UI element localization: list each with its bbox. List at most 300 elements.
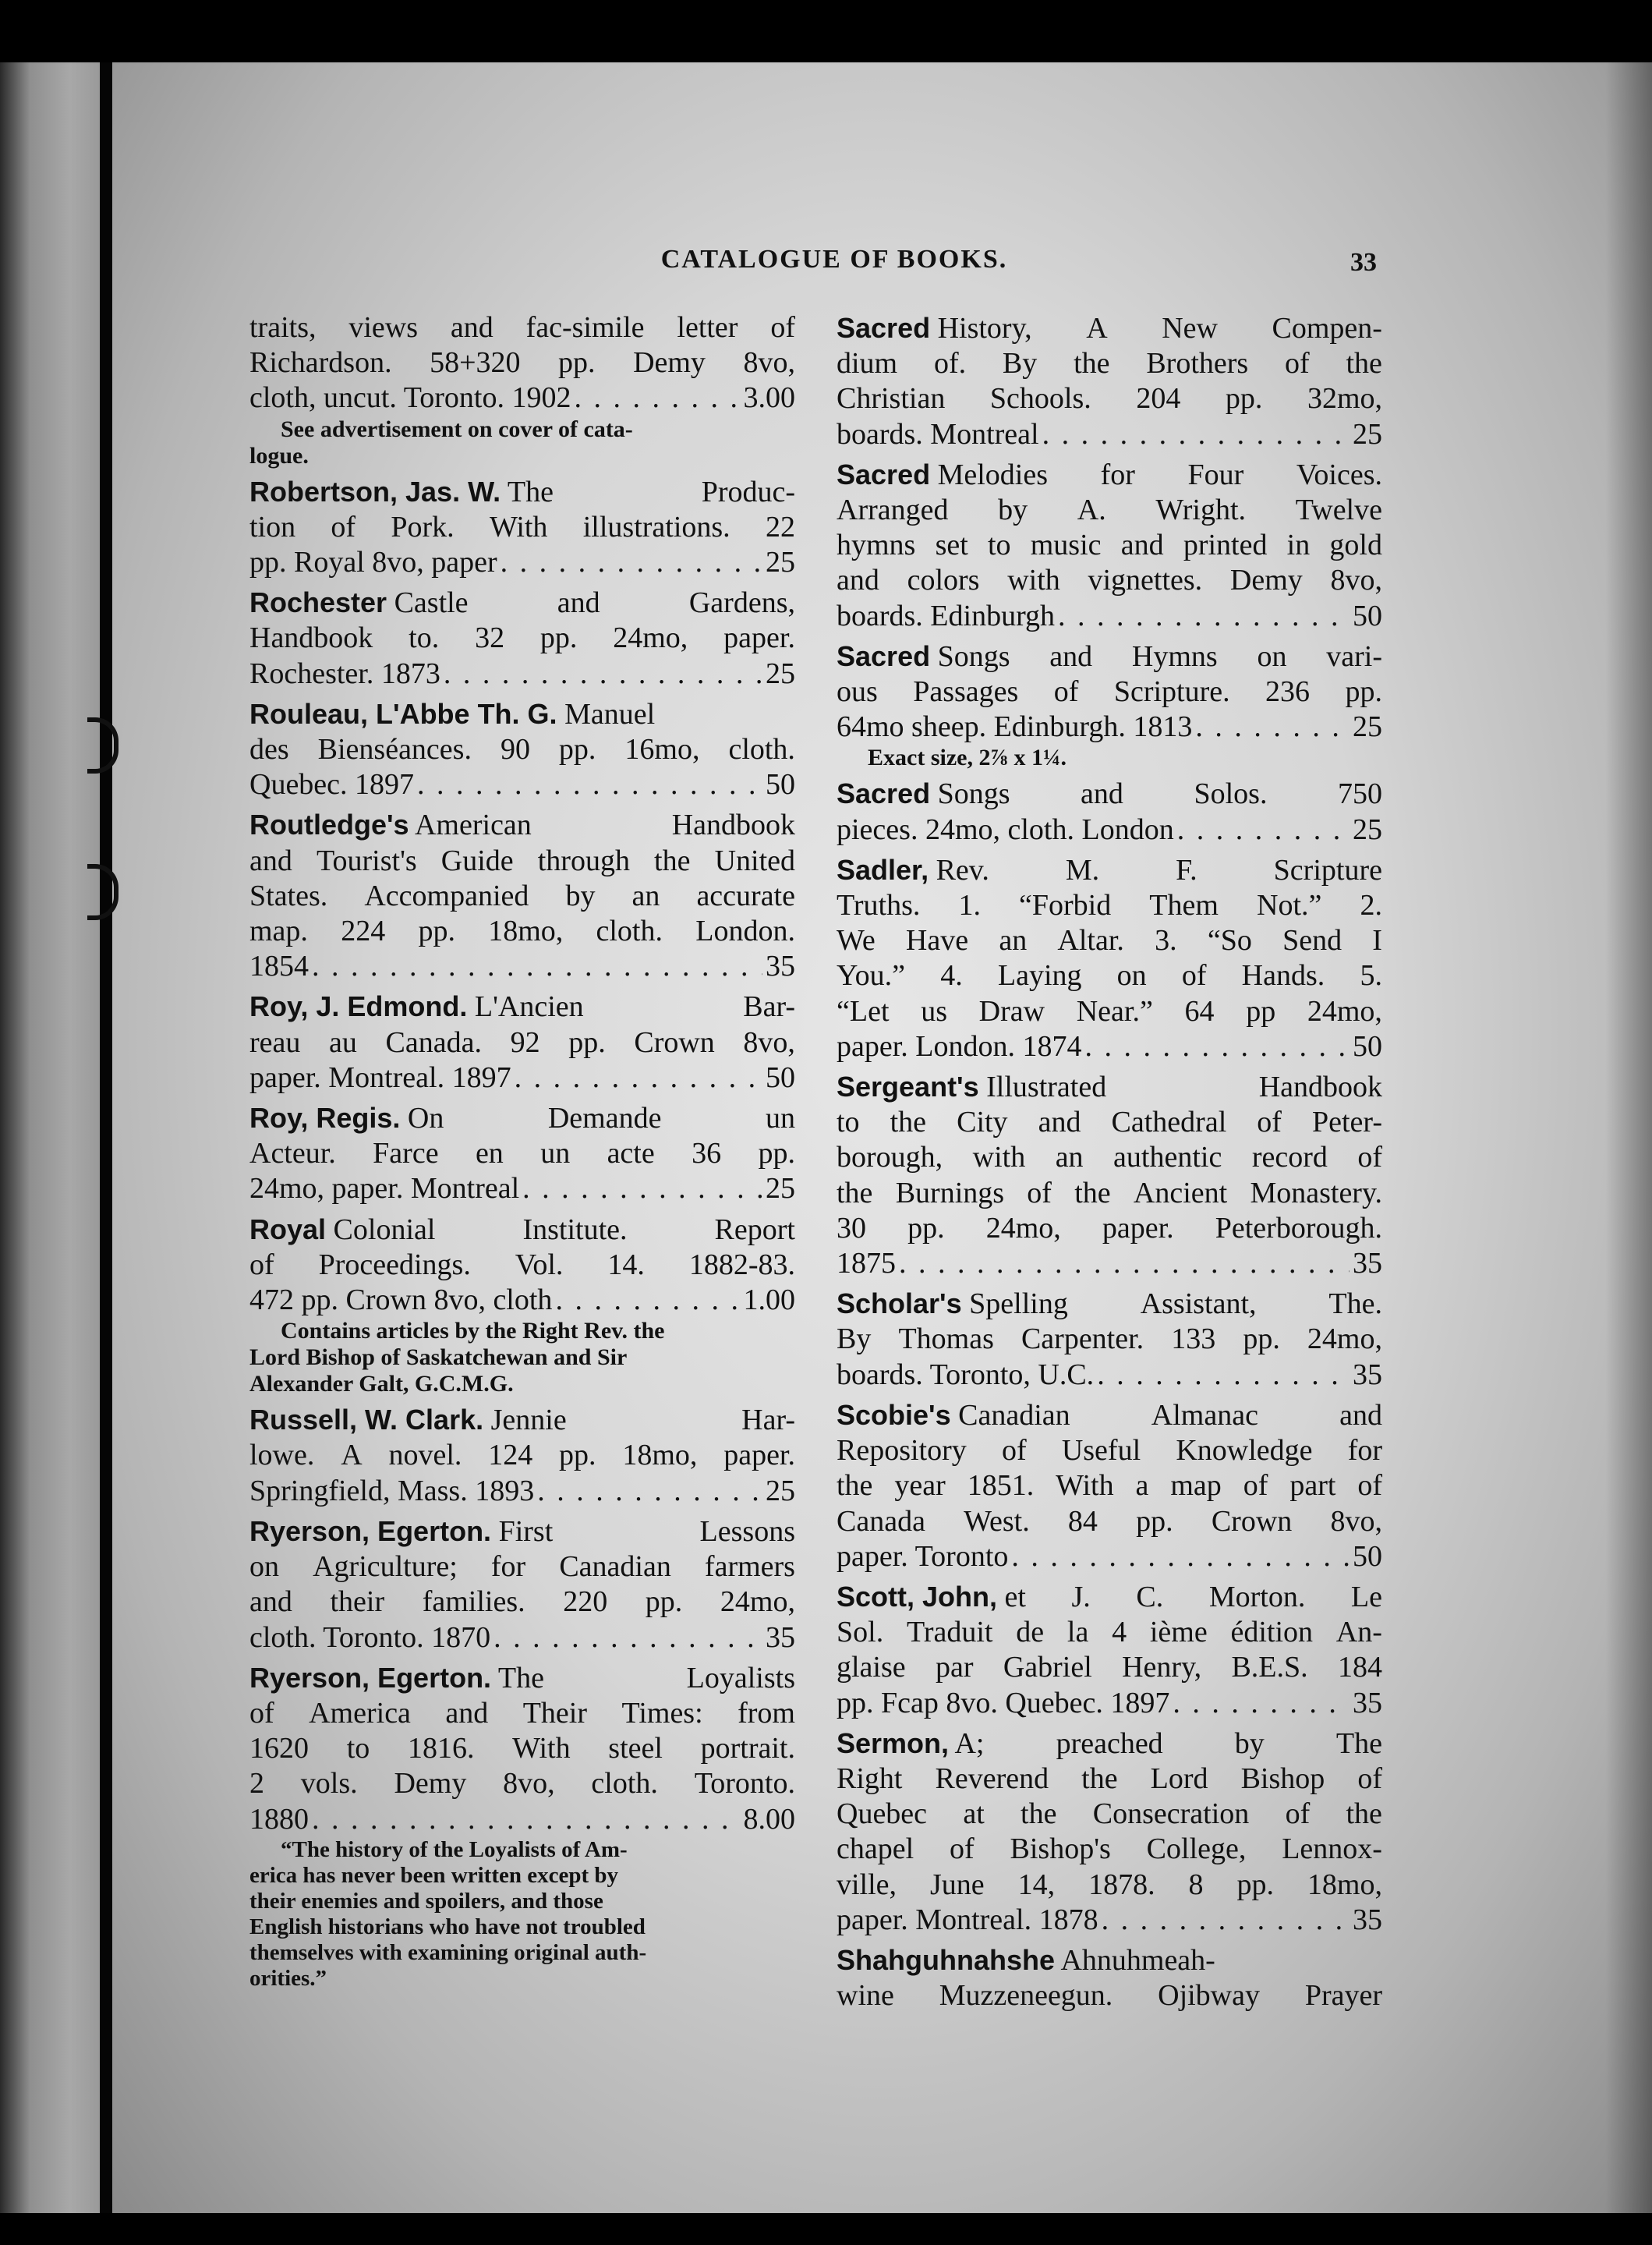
catalogue-entry xyxy=(837,639,1382,772)
entry-word: American xyxy=(414,809,532,842)
entry-word: of xyxy=(770,311,795,344)
entry-line xyxy=(249,1731,795,1766)
entry-word: 1620 xyxy=(249,1732,309,1765)
entry-line xyxy=(249,545,795,580)
entry-word: 24mo, xyxy=(1307,1323,1382,1356)
entry-word: Have xyxy=(905,924,969,958)
entry-word: 8vo, xyxy=(503,1767,555,1801)
entry-word: 133 xyxy=(1171,1323,1216,1356)
entry-price: 25 xyxy=(766,1474,795,1507)
entry-heading: Rochester xyxy=(249,586,387,619)
entry-word: letter xyxy=(677,311,738,344)
entry-word: 184 xyxy=(1337,1651,1382,1684)
entry-word: paper. xyxy=(1102,1211,1174,1245)
entry-text: pieces. 24mo, cloth. London xyxy=(837,813,1174,846)
entry-word: Consecration xyxy=(1092,1797,1250,1831)
line-start xyxy=(837,1579,1026,1615)
entry-word: ville, xyxy=(837,1868,897,1901)
entry-word: By xyxy=(1002,347,1038,381)
entry-text: 1854 xyxy=(249,950,309,983)
entry-word: Scripture. xyxy=(1113,675,1230,709)
dot-leader xyxy=(1177,813,1350,848)
entry-word: cloth. xyxy=(596,915,663,948)
entry-line xyxy=(249,1474,795,1509)
entry-heading: Russell, W. Clark. xyxy=(249,1404,484,1436)
entry-word: hymns xyxy=(837,529,916,562)
entry-word: édition xyxy=(1230,1616,1314,1649)
entry-word: for xyxy=(1100,458,1135,491)
entry-word: 8vo, xyxy=(1330,1504,1382,1538)
entry-word: Handbook xyxy=(249,621,373,655)
entry-word: lowe. xyxy=(249,1439,315,1472)
entry-word: Voices. xyxy=(1296,458,1382,491)
entry-word: Songs xyxy=(937,777,1010,811)
entry-word: through xyxy=(537,844,630,877)
entry-word: The. xyxy=(1328,1287,1382,1321)
entry-word: An- xyxy=(1335,1616,1382,1649)
entry-line xyxy=(837,1176,1382,1211)
entry-word: Gabriel xyxy=(1003,1651,1092,1684)
entry-word: and xyxy=(249,844,292,877)
entry-word: of xyxy=(1027,1176,1052,1209)
entry-line xyxy=(837,1726,1382,1762)
entry-word: to xyxy=(837,1106,860,1139)
entry-word: 18mo, xyxy=(622,1439,698,1472)
entry-word: Demy xyxy=(1229,564,1303,597)
entry-word: on xyxy=(249,1550,279,1584)
entry-line xyxy=(837,1797,1382,1832)
line-start xyxy=(837,1286,1068,1322)
entry-line xyxy=(249,844,795,879)
entry-price: 25 xyxy=(1353,710,1382,744)
entry-word: un xyxy=(540,1137,571,1170)
entry-line xyxy=(837,381,1382,416)
entry-word: the xyxy=(1346,1797,1382,1831)
entry-word: and xyxy=(1038,1106,1081,1139)
entry-line xyxy=(249,1248,795,1283)
entry-word: Tourist's xyxy=(316,844,417,877)
entry-word: Ancient xyxy=(1133,1176,1228,1209)
entry-word: Loyalists xyxy=(686,1661,795,1694)
entry-word: 8vo, xyxy=(1330,564,1382,597)
entry-word: I xyxy=(1372,924,1382,958)
entry-line xyxy=(249,989,795,1025)
entry-word: Draw xyxy=(978,994,1045,1028)
line-start xyxy=(249,1402,567,1438)
entry-word: dium xyxy=(837,347,898,381)
line-start xyxy=(249,474,554,510)
entry-heading: Shahguhnahshe xyxy=(837,1943,1056,1976)
entry-word: pp. xyxy=(539,621,578,655)
entry-word: of xyxy=(1257,1106,1282,1139)
entry-word: Send xyxy=(1282,924,1342,958)
entry-word: Useful xyxy=(1061,1434,1141,1468)
dot-leader xyxy=(1085,1029,1350,1064)
entry-word: illustrations. xyxy=(582,510,730,544)
entry-heading: Sergeant's xyxy=(837,1071,979,1103)
dot-leader xyxy=(899,1246,1350,1281)
entry-word: an xyxy=(631,879,660,912)
entry-word: paper. xyxy=(723,621,795,655)
entry-word: Institute. xyxy=(522,1213,628,1246)
catalogue-entry xyxy=(249,310,795,469)
entry-price: 50 xyxy=(1353,599,1382,632)
entry-word: of xyxy=(950,1832,975,1866)
entry-word: tion xyxy=(249,510,296,544)
entry-word: ième xyxy=(1149,1616,1208,1649)
entry-line xyxy=(837,1615,1382,1650)
line-start xyxy=(249,807,532,843)
entry-word: on xyxy=(1116,959,1147,993)
entry-word: pp. xyxy=(558,733,596,767)
entry-word: Melodies xyxy=(937,458,1049,491)
entry-line xyxy=(837,1468,1382,1503)
entry-word: printed xyxy=(1183,529,1268,562)
dot-leader xyxy=(1097,1358,1350,1393)
dot-leader xyxy=(1011,1539,1350,1574)
entry-word: Lessons xyxy=(699,1514,795,1548)
entry-word: steel xyxy=(608,1732,663,1765)
entry-text: 472 pp. Crown 8vo, cloth xyxy=(249,1284,553,1317)
entry-line xyxy=(837,1322,1382,1357)
entry-price: 35 xyxy=(766,950,795,983)
entry-word: reau xyxy=(249,1025,301,1059)
entry-word: novel. xyxy=(388,1439,462,1472)
entry-word: Hands. xyxy=(1241,959,1325,993)
entry-word: Traduit xyxy=(906,1616,993,1649)
entry-word: for xyxy=(490,1550,526,1584)
entry-word: map xyxy=(1170,1469,1222,1503)
entry-word: Lennox- xyxy=(1282,1832,1382,1866)
entry-line xyxy=(249,732,795,767)
entry-word: Right xyxy=(837,1762,903,1795)
entry-line xyxy=(249,1696,795,1731)
line-start xyxy=(249,696,655,732)
entry-heading: Rouleau, L'Abbe Th. G. xyxy=(249,697,557,730)
entry-word: 750 xyxy=(1338,777,1382,811)
entry-word: with xyxy=(972,1141,1026,1174)
entry-word: la xyxy=(1067,1616,1089,1649)
entry-quote: “The history of the Loyalists of Am- xyxy=(281,1836,628,1862)
entry-line xyxy=(249,879,795,914)
entry-word: Bar- xyxy=(743,990,795,1024)
entry-word: and xyxy=(557,586,600,620)
entry-heading: Sacred xyxy=(837,312,931,344)
entry-word: and xyxy=(445,1696,489,1730)
entry-word: the xyxy=(654,844,691,877)
catalogue-entry xyxy=(837,1726,1382,1938)
entry-word: Almanac xyxy=(1151,1398,1258,1432)
entry-word: of xyxy=(331,510,356,544)
entry-line xyxy=(249,310,795,345)
entry-text: 24mo, paper. Montreal xyxy=(249,1172,520,1206)
entry-word: Monastery. xyxy=(1250,1176,1382,1209)
entry-quote: English historians who have not troubled xyxy=(249,1914,646,1939)
entry-word: their xyxy=(330,1585,385,1619)
entry-word: Canada xyxy=(837,1504,925,1538)
entry-text: boards. Montreal xyxy=(837,417,1039,451)
entry-word: Repository xyxy=(837,1434,967,1468)
entry-word: pp. xyxy=(559,1439,596,1472)
entry-word: Henry, xyxy=(1122,1651,1202,1684)
catalogue-entry xyxy=(249,1212,795,1398)
catalogue-entry xyxy=(837,1069,1382,1281)
entry-quote: erica has never been written except by xyxy=(249,1862,619,1888)
entry-word: Demy xyxy=(633,346,706,380)
entry-word: C. xyxy=(1136,1580,1164,1613)
entry-word: and xyxy=(1339,1398,1382,1432)
entry-word: 8 xyxy=(1188,1868,1204,1901)
entry-word: Solos. xyxy=(1194,777,1268,811)
entry-word: the xyxy=(890,1106,927,1139)
line-start xyxy=(249,585,469,621)
entry-word: The xyxy=(1335,1726,1382,1760)
entry-line xyxy=(837,675,1382,710)
running-head: CATALOGUE OF BOOKS. xyxy=(660,245,1008,274)
entry-text: pp. Fcap 8vo. Quebec. 1897 xyxy=(837,1686,1170,1719)
entry-line xyxy=(837,493,1382,528)
entry-line xyxy=(249,1549,795,1585)
entry-word: for xyxy=(1347,1434,1382,1468)
entry-word: des xyxy=(249,733,289,767)
entry-word: 1882-83. xyxy=(688,1248,795,1281)
entry-price: 50 xyxy=(766,1061,795,1094)
entry-line xyxy=(249,1514,795,1549)
entry-line xyxy=(837,528,1382,563)
entry-line xyxy=(837,1069,1382,1105)
line-start xyxy=(837,1942,1215,1978)
entry-line xyxy=(249,345,795,381)
line-start xyxy=(249,1212,435,1248)
entry-line xyxy=(837,1140,1382,1175)
entry-heading: Sacred xyxy=(837,777,931,810)
entry-word: “So xyxy=(1207,924,1252,958)
entry-word: views xyxy=(348,311,418,344)
entry-word: chapel xyxy=(837,1832,914,1866)
entry-word: Their xyxy=(522,1696,587,1730)
entry-word: au xyxy=(329,1025,357,1059)
entry-word: 84 xyxy=(1067,1504,1098,1538)
catalogue-entry xyxy=(249,585,795,692)
entry-word: 24mo, xyxy=(985,1211,1061,1245)
entry-word: music xyxy=(1030,529,1102,562)
entry-word: en xyxy=(475,1137,504,1170)
entry-word: 36 xyxy=(692,1137,722,1170)
entry-text: Rochester. 1873 xyxy=(249,657,440,690)
entry-word: Manuel xyxy=(564,697,656,731)
entry-price: 25 xyxy=(766,1172,795,1206)
entry-word: Colonial xyxy=(333,1213,436,1246)
entry-word: pp. xyxy=(558,346,596,380)
entry-word: borough, xyxy=(837,1141,943,1174)
entry-line xyxy=(249,1171,795,1206)
entry-word: Accompanied xyxy=(364,879,529,912)
entry-word: Arranged xyxy=(837,494,949,527)
entry-word: 204 xyxy=(1136,382,1181,416)
entry-word: in xyxy=(1286,529,1311,562)
entry-word: with xyxy=(1007,564,1060,597)
entry-word: gold xyxy=(1329,529,1382,562)
entry-word: pp. xyxy=(568,1025,606,1059)
entry-word: 236 xyxy=(1265,675,1311,709)
entry-word: 1851. xyxy=(967,1469,1035,1503)
entry-line xyxy=(837,346,1382,381)
entry-word: By xyxy=(837,1323,872,1356)
entry-word: Muzzeneegun. xyxy=(939,1979,1113,2013)
entry-word: “Forbid xyxy=(1019,889,1112,922)
entry-word: Hymns xyxy=(1131,639,1218,673)
entry-word: year xyxy=(894,1469,946,1503)
entry-line xyxy=(249,1402,795,1438)
entry-text: paper. Toronto xyxy=(837,1539,1009,1573)
entry-word: accurate xyxy=(696,879,795,912)
entry-price: 25 xyxy=(1353,417,1382,451)
entry-word: Acteur. xyxy=(249,1137,336,1170)
entry-word: Peterborough. xyxy=(1215,1211,1382,1245)
entry-word: an xyxy=(999,924,1028,958)
entry-word: Not.” xyxy=(1257,889,1322,922)
entry-heading: Royal xyxy=(249,1213,327,1245)
entry-line xyxy=(249,1283,795,1318)
entry-word: A; xyxy=(954,1726,985,1760)
entry-word: Twelve xyxy=(1295,494,1382,527)
entry-line xyxy=(837,1105,1382,1140)
entry-word: the xyxy=(1081,1762,1118,1795)
entry-word: paper. xyxy=(723,1439,795,1472)
dot-leader xyxy=(444,657,762,692)
entry-text: 1880 xyxy=(249,1802,309,1836)
entry-line xyxy=(837,1397,1382,1433)
right-column xyxy=(837,310,1382,2018)
entry-word: 4 xyxy=(1112,1616,1127,1649)
entry-line xyxy=(249,381,795,416)
line-start xyxy=(837,1726,984,1762)
entry-word: to. xyxy=(409,621,440,655)
page-number: 33 xyxy=(1350,248,1377,277)
entry-word: June xyxy=(930,1868,985,1901)
catalogue-entry xyxy=(837,457,1382,634)
line-start xyxy=(837,776,1010,812)
entry-word: 124 xyxy=(488,1439,533,1472)
entry-word: pp xyxy=(1246,994,1276,1028)
entry-word: by xyxy=(998,494,1028,527)
entry-heading: Routledge's xyxy=(249,809,409,841)
entry-line xyxy=(249,1100,795,1136)
dot-leader xyxy=(1058,599,1350,634)
entry-word: of xyxy=(1357,1762,1382,1795)
entry-word: 32 xyxy=(475,621,505,655)
entry-word: A. xyxy=(1077,494,1106,527)
entry-text: paper. London. 1874 xyxy=(837,1029,1082,1063)
entry-price: 35 xyxy=(1353,1903,1382,1936)
entry-word: 24mo, xyxy=(613,621,688,655)
entry-price: 25 xyxy=(766,657,795,690)
entry-word: Passages xyxy=(913,675,1019,709)
entry-word: 18mo, xyxy=(1307,1868,1382,1901)
entry-word: portrait. xyxy=(700,1732,795,1765)
entry-line xyxy=(837,1433,1382,1468)
entry-word: A xyxy=(341,1439,363,1472)
entry-line xyxy=(837,1029,1382,1064)
entry-word: pp. xyxy=(1243,1323,1280,1356)
line-start xyxy=(837,852,989,888)
entry-word: Quebec xyxy=(837,1797,928,1831)
entry-line xyxy=(249,807,795,843)
entry-line xyxy=(249,1212,795,1248)
entry-word: A xyxy=(1086,312,1108,345)
entry-word: Near.” xyxy=(1076,994,1153,1028)
dot-leader xyxy=(522,1171,762,1206)
entry-heading: Sacred xyxy=(837,639,931,672)
line-start xyxy=(249,1100,444,1136)
entry-price: 35 xyxy=(1353,1247,1382,1280)
dot-leader xyxy=(537,1474,762,1509)
catalogue-entry xyxy=(249,1514,795,1655)
entry-text: pp. Royal 8vo, paper xyxy=(249,546,497,579)
entry-word: On xyxy=(407,1102,444,1135)
entry-line xyxy=(837,1504,1382,1539)
entry-word: cloth. xyxy=(728,733,795,767)
entry-line xyxy=(249,657,795,692)
entry-word: un xyxy=(765,1102,795,1135)
entry-word: You.” xyxy=(837,959,906,993)
entry-line xyxy=(837,457,1382,493)
entry-line xyxy=(837,1978,1382,2013)
entry-word: Assistant, xyxy=(1140,1287,1257,1321)
entry-line xyxy=(837,1358,1382,1393)
entry-line xyxy=(837,1246,1382,1281)
entry-word: part xyxy=(1289,1469,1336,1503)
catalogue-entry xyxy=(837,310,1382,452)
entry-word: Handbook xyxy=(671,809,795,842)
entry-heading: Roy, Regis. xyxy=(249,1102,401,1135)
entry-word: of xyxy=(249,1696,274,1730)
dot-leader xyxy=(1195,710,1350,745)
entry-word: preached xyxy=(1056,1726,1163,1760)
entry-note: Contains articles by the Right Rev. the xyxy=(281,1318,665,1344)
entry-word: The xyxy=(507,475,554,508)
entry-word: We xyxy=(837,924,876,958)
entry-line xyxy=(249,510,795,545)
entry-heading: Roy, J. Edmond. xyxy=(249,990,468,1023)
entry-heading: Scott, John, xyxy=(837,1580,997,1613)
entry-word: 4. xyxy=(940,959,963,993)
catalogue-entry xyxy=(837,1579,1382,1721)
entry-word: Farce xyxy=(373,1137,439,1170)
entry-word: wine xyxy=(837,1979,894,2013)
entry-line xyxy=(837,1868,1382,1903)
catalogue-entry xyxy=(837,776,1382,847)
entry-line xyxy=(837,417,1382,452)
entry-line xyxy=(837,1211,1382,1246)
entry-line xyxy=(837,813,1382,848)
entry-line xyxy=(249,1585,795,1620)
line-start xyxy=(837,1397,1070,1433)
entry-word: J. xyxy=(1071,1580,1091,1613)
line-start xyxy=(249,1514,553,1549)
entry-heading: Scobie's xyxy=(837,1398,951,1431)
entry-word: 30 xyxy=(837,1211,866,1245)
line-start xyxy=(837,639,1010,675)
entry-word: Cathedral xyxy=(1111,1106,1227,1139)
entry-line xyxy=(837,1903,1382,1938)
entry-word: Spelling xyxy=(969,1287,1068,1321)
entry-word: Bienséances. xyxy=(317,733,472,767)
entry-note: See advertisement on cover of cata- xyxy=(281,416,633,442)
entry-word: Demande xyxy=(547,1102,662,1135)
entry-word: of xyxy=(1181,959,1207,993)
entry-word: traits, xyxy=(249,311,317,344)
